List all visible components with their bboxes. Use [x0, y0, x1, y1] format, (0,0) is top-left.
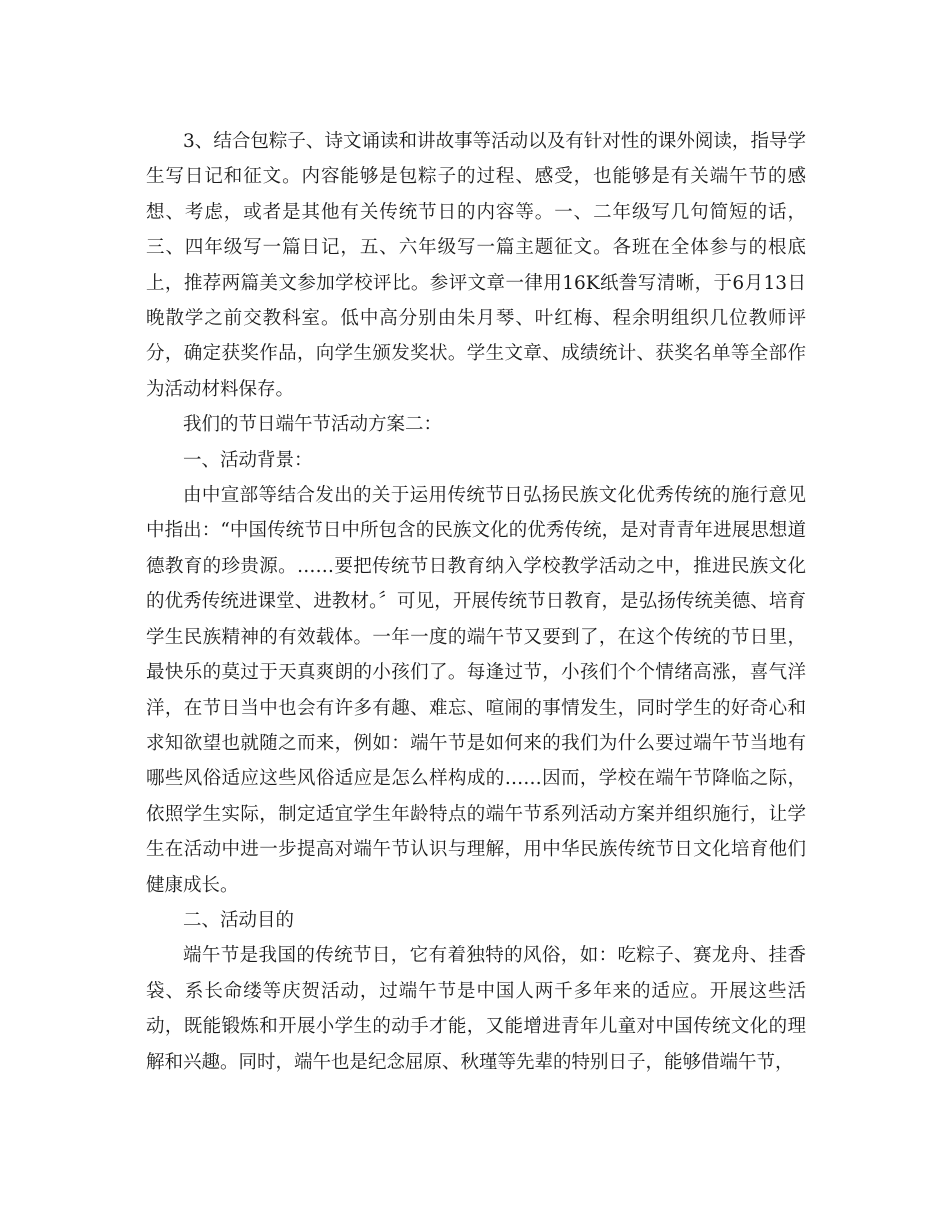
heading-background: 一、活动背景：	[183, 449, 313, 471]
paragraph-plan-two-title: 我们的节日端午节活动方案二：	[183, 414, 443, 436]
paragraph-background: 由中宣部等结合发出的关于运用传统节日弘扬民族文化优秀传统的施行意见中指出：“中国传统节日中所包含的民族文化的优秀传统，是对青青年进展思想道德教育的珍贵源。……要把传统节日教育纳入学校教学活动之中，推进民族文化的优秀传统进课堂、进教材。〞可见，开展传统节日教育，是弘扬传统美德、培育学生民族精神的有效载体。一年一度的端午节又要到了，在这个传统的节日里，最快乐的莫过于天真爽朗的小孩们了。每逢过节，小孩们个个情绪高涨，喜气洋洋，在节日当中也会有许多有趣、难忘、喧闹的事情发生，同时学生的好奇心和求知欲望也就随之而来，例如：端午节是如何来的我们为什么要过端午节当地有哪些风俗适应这些风俗适应是怎么样构成的……因而，学校在端午节降临之际，依照学生实际，制定适宜学生年龄特点的端午节系列活动方案并组织施行，让学生在活动中进一步提高对端午节认识与理解，用中华民族传统节日文化培育他们健康成长。	[146, 485, 806, 896]
document-body	[146, 124, 806, 1080]
paragraph-purpose: 端午节是我国的传统节日，它有着独特的风俗，如：吃粽子、赛龙舟、挂香袋、系长命缕等庆贺活动，过端午节是中国人两千多年来的适应。开展这些活动，既能锻炼和开展小学生的动手才能，又能增进青年儿童对中国传统文化的理解和兴趣。同时，端午也是纪念屈原、秋瑾等先辈的特别日子，能够借端午节，	[146, 945, 806, 1073]
heading-purpose: 二、活动目的	[183, 909, 295, 931]
paragraph-essay-activity: 3、结合包粽子、诗文诵读和讲故事等活动以及有针对性的课外阅读，指导学生写日记和征文。内容能够是包粽子的过程、感受，也能够是有关端午节的感想、考虑，或者是其他有关传统节日的内容等。一、二年级写几句简短的话，三、四年级写一篇日记，五、六年级写一篇主题征文。各班在全体参与的根底上，推荐两篇美文参加学校评比。参评文章一律用16K纸誊写清晰，于6月13日晚散学之前交教科室。低中高分别由朱月琴、叶红梅、程余明组织几位教师评分，确定获奖作品，向学生颁发奖状。学生文章、成绩统计、获奖名单等全部作为活动材料保存。	[146, 131, 806, 400]
